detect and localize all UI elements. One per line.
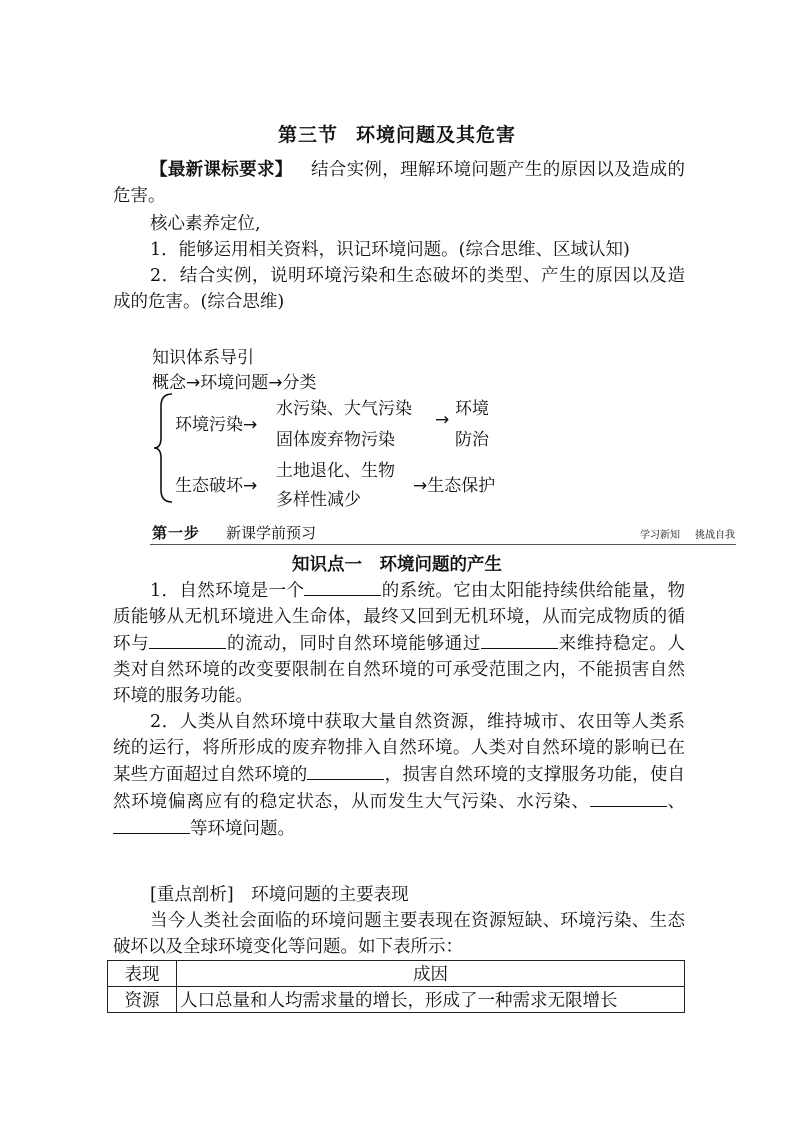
water-air-pollution: 水污染、大气污染 <box>276 399 412 419</box>
point-one-paragraph-2 <box>113 709 685 842</box>
p1-text-c: 的流动，同时自然环境能够通过 <box>226 634 481 654</box>
blank-6[interactable] <box>113 815 190 834</box>
literacy-item-2: 2．结合实例，说明环境污染和生态破坏的类型、产生的原因以及造成的危害。(综合思维) <box>113 266 685 312</box>
table-header-row <box>108 961 685 987</box>
table-header-cell: 成因 <box>177 961 685 987</box>
blank-1[interactable] <box>304 577 381 596</box>
land-degradation-line-2: 多样性减少 <box>276 490 361 510</box>
eco-damage-label: 生态破坏→ <box>175 476 258 496</box>
land-degradation-line-1: 土地退化、生物 <box>276 461 395 481</box>
page-title <box>0 120 794 147</box>
treatment-arrow: → <box>435 410 450 430</box>
requirements-label: 【最新课标要求】 <box>150 160 293 180</box>
knowledge-system-line: 概念→环境问题→分类 <box>152 373 317 393</box>
table-cell: 资源 <box>108 987 177 1013</box>
table-header-cell: 表现 <box>108 961 177 987</box>
requirements-paragraph <box>113 157 685 209</box>
requirements-text: 结合实例，理解环境问题产生的原因以及造成的危害。 <box>113 160 686 206</box>
step-number: 第一步 <box>152 524 201 542</box>
literacy-heading: 核心素养定位, <box>150 214 261 234</box>
p2-text-c: 、 <box>666 792 686 812</box>
blank-4[interactable] <box>307 761 384 780</box>
treatment-line-1: 环境 <box>455 399 489 419</box>
solid-waste-pollution: 固体废弃物污染 <box>276 430 395 450</box>
analysis-heading: [重点剖析] 环境问题的主要表现 <box>150 885 409 905</box>
pollution-label: 环境污染→ <box>175 415 258 435</box>
knowledge-system-heading: 知识体系导引 <box>152 348 254 368</box>
point-one-heading: 知识点一 环境问题的产生 <box>292 555 502 575</box>
analysis-text: 当今人类社会面临的环境问题主要表现在资源短缺、环境污染、生态破坏以及全球环境变化等问题。如下表所示： <box>113 911 685 957</box>
blank-2[interactable] <box>149 630 226 649</box>
p2-text-b: ，损害自然环境的支撑服务功能，使自然环境偏离应有的稳定状态，从而发生大气污染、水污染、 <box>113 765 686 812</box>
step-right-2: 挑战自我 <box>695 530 735 541</box>
title-topic: 环境问题及其危害 <box>356 124 517 146</box>
p2-text-a: 2．人类从自然环境中获取大量自然资源，维持城市、农田等人类系统的运行，将所形成的废弃物排入自然环境。人类对自然环境的影响已在某些方面超过自然环境的 <box>113 712 685 785</box>
step-right-1: 学习新知 <box>640 530 680 541</box>
p1-text-a: 1．自然环境是一个 <box>150 581 305 601</box>
treatment-line-2: 防治 <box>455 430 489 450</box>
eco-protection: →生态保护 <box>413 476 496 496</box>
manifestation-table <box>107 960 685 1013</box>
p1-text-b: 的系统。它由太阳能持续供给能量，物质能够从无机环境进入生命体，最终又回到无机环境，从而完成物质的循环与 <box>113 581 685 654</box>
step-name: 新课学前预习 <box>226 524 317 542</box>
table-cell: 人口总量和人均需求量的增长，形成了一种需求无限增长 <box>177 987 685 1013</box>
step-divider <box>150 544 736 545</box>
brace-icon <box>152 392 176 504</box>
blank-5[interactable] <box>590 788 667 807</box>
step-bar <box>150 518 736 544</box>
p1-text-d: 来维持稳定。人类对自然环境的改变要限制在自然环境的可承受范围之内，不能损害自然环境的服务功能。 <box>113 634 686 706</box>
point-one-paragraph-1 <box>113 577 685 709</box>
title-section: 第三节 <box>277 124 338 146</box>
literacy-item-1: 1．能够运用相关资料，识记环境问题。(综合思维、区域认知) <box>150 240 630 260</box>
p2-text-d: 等环境问题。 <box>190 819 295 839</box>
blank-3[interactable] <box>481 630 558 649</box>
table-row <box>108 987 685 1013</box>
